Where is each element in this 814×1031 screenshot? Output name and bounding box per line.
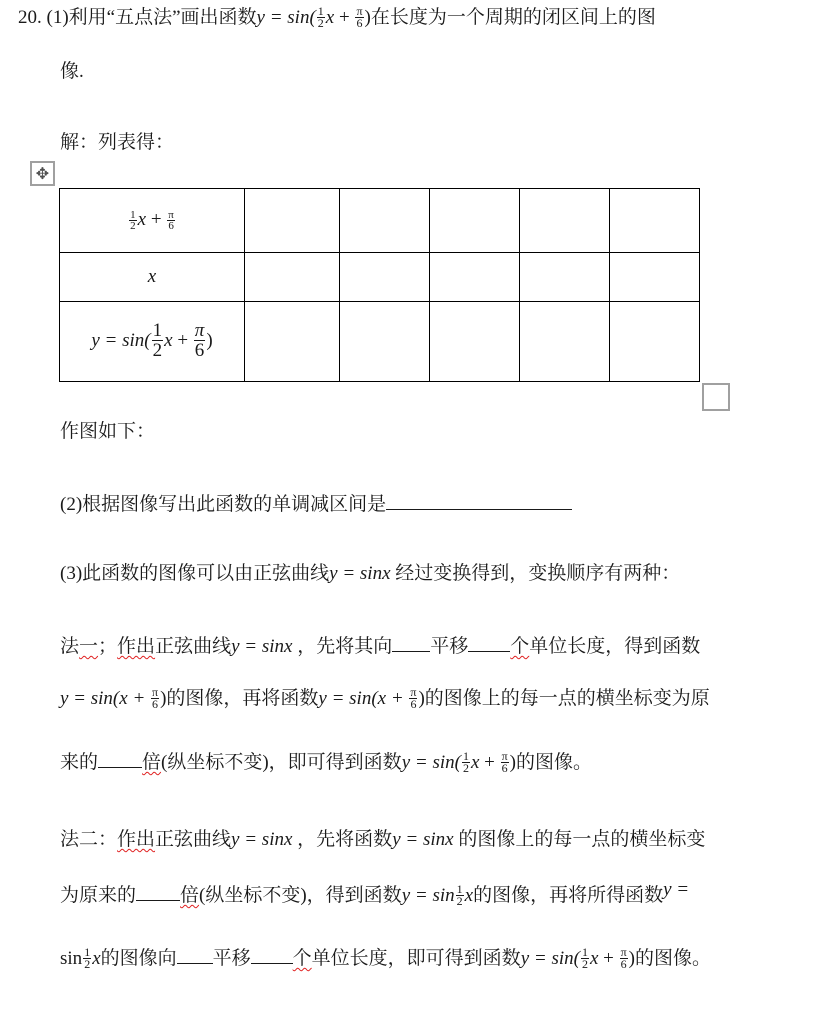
text: )的图像，再将函数 bbox=[160, 688, 319, 709]
spell-flag-bei: 倍 bbox=[142, 752, 162, 773]
method2-label: 法二： bbox=[60, 829, 118, 850]
func-sinx: y = sinx bbox=[231, 636, 293, 657]
spell-flag-bei: 倍 bbox=[180, 885, 200, 906]
spell-flag-zuochu: 作出 bbox=[117, 636, 156, 657]
func-target: y = sin( bbox=[401, 752, 461, 773]
table-row bbox=[60, 189, 700, 253]
table-cell[interactable] bbox=[610, 253, 700, 302]
question-line-2: 像. bbox=[60, 61, 84, 82]
table-cell[interactable] bbox=[610, 302, 700, 382]
plus: + bbox=[479, 752, 500, 773]
part3-line bbox=[60, 562, 680, 586]
table-row bbox=[60, 302, 700, 382]
method2-line-1 bbox=[60, 828, 705, 852]
var-x: x bbox=[137, 209, 147, 231]
method1-label-number: 一 bbox=[79, 636, 99, 657]
func-sinx: y = sinx bbox=[392, 829, 454, 850]
plus: + bbox=[172, 329, 193, 351]
answer-blank-scale[interactable] bbox=[136, 882, 180, 901]
fraction-pi-six: $\frac{\pi}{6}$ bbox=[194, 320, 205, 361]
fraction-pi-six: $\frac{\pi}{6}$ bbox=[168, 208, 174, 232]
method1-line-1 bbox=[60, 633, 700, 659]
table-cell[interactable] bbox=[520, 302, 610, 382]
method1-line-2 bbox=[60, 687, 710, 711]
question-line-1 bbox=[18, 6, 656, 30]
table-cell[interactable] bbox=[430, 302, 520, 382]
row-header-y bbox=[60, 302, 245, 382]
fraction-half: $\frac{1}{2}$ bbox=[152, 320, 163, 361]
fraction-half: $\frac{1}{2}$ bbox=[581, 945, 588, 972]
y-sin-prefix: y = sin( bbox=[91, 329, 151, 351]
text: 正弦曲线 bbox=[155, 636, 232, 657]
text: )的图像。 bbox=[509, 752, 592, 773]
question-number: 20. bbox=[18, 7, 42, 28]
func-target: y = sin( bbox=[520, 948, 580, 969]
text: (纵坐标不变)，即可得到函数 bbox=[161, 752, 402, 773]
move-icon: ✥ bbox=[35, 164, 50, 183]
text: ，先将函数 bbox=[292, 829, 393, 850]
text: 平移 bbox=[430, 636, 469, 657]
method2-line-3 bbox=[60, 945, 711, 971]
row-header-x bbox=[60, 253, 245, 302]
part1-func: y = sin( bbox=[256, 7, 316, 28]
solution-intro: 解：列表得： bbox=[60, 132, 175, 153]
table-cell[interactable] bbox=[245, 253, 340, 302]
var-x: x bbox=[164, 329, 173, 351]
part3-prefix: (3)此函数的图像可以由正弦曲线 bbox=[60, 563, 330, 584]
fraction-half: $\frac{1}{2}$ bbox=[456, 882, 463, 909]
answer-blank-units[interactable] bbox=[468, 633, 510, 652]
text: 平移 bbox=[212, 948, 251, 969]
table-cell[interactable] bbox=[430, 189, 520, 253]
func-sin-x-pi6: y = sin(x + bbox=[318, 688, 409, 709]
var-x: x bbox=[325, 7, 335, 28]
table-cell[interactable] bbox=[610, 189, 700, 253]
close-paren: ) bbox=[364, 7, 371, 28]
func-sinx: y = sinx bbox=[231, 829, 293, 850]
fraction-pi-six: $\frac{\pi}{6}$ bbox=[620, 945, 627, 972]
spell-flag-ge: 个 bbox=[510, 636, 530, 657]
var-x: x bbox=[92, 948, 101, 969]
fraction-pi-six: $\frac{\pi}{6}$ bbox=[410, 685, 417, 712]
five-point-table bbox=[59, 188, 700, 382]
part3-func: y = sinx bbox=[329, 563, 391, 584]
var-x: x bbox=[147, 266, 157, 287]
plus: + bbox=[146, 209, 167, 231]
text: 单位长度，得到函数 bbox=[529, 636, 701, 657]
method1-label: 法 bbox=[60, 636, 80, 657]
fraction-half: $\frac{1}{2}$ bbox=[130, 208, 136, 232]
table-move-handle[interactable] bbox=[30, 161, 55, 186]
sin: sin bbox=[60, 948, 83, 969]
table-cell[interactable] bbox=[340, 253, 430, 302]
table-cell[interactable] bbox=[340, 302, 430, 382]
method2-line-2 bbox=[60, 879, 690, 909]
func-tail: y = bbox=[663, 879, 690, 900]
var-x: x bbox=[464, 885, 474, 906]
table-resize-handle[interactable] bbox=[702, 383, 730, 411]
part3-suffix: 经过变换得到，变换顺序有两种： bbox=[390, 563, 681, 584]
fraction-pi-six: $\frac{\pi}{6}$ bbox=[356, 4, 363, 31]
part1-prefix: (1)利用“五点法”画出函数 bbox=[46, 7, 257, 28]
text: 为原来的 bbox=[60, 885, 137, 906]
spell-flag-zuochu: 作出 bbox=[117, 829, 156, 850]
fraction-pi-six: $\frac{\pi}{6}$ bbox=[152, 685, 159, 712]
part2-line bbox=[60, 491, 572, 517]
func-sin-half-x: y = sin bbox=[401, 885, 455, 906]
part1-suffix: 在长度为一个周期的闭区间上的图 bbox=[370, 7, 656, 28]
text: )的图像。 bbox=[628, 948, 711, 969]
plus: + bbox=[598, 948, 619, 969]
separator: ； bbox=[98, 636, 118, 657]
var-x: x bbox=[470, 752, 480, 773]
close-paren: ) bbox=[206, 329, 213, 351]
text: )的图像上的每一点的横坐标变为原 bbox=[418, 688, 710, 709]
text: 的图像，再将所得函数 bbox=[473, 885, 664, 906]
fraction-pi-six: $\frac{\pi}{6}$ bbox=[501, 749, 508, 776]
table-cell[interactable] bbox=[340, 189, 430, 253]
answer-blank-units[interactable] bbox=[251, 945, 293, 964]
table-cell[interactable] bbox=[520, 253, 610, 302]
part2-text: (2)根据图像写出此函数的单调减区间是 bbox=[60, 494, 387, 515]
answer-blank-direction[interactable] bbox=[392, 633, 430, 652]
fraction-half: $\frac{1}{2}$ bbox=[317, 4, 324, 31]
text: ，先将其向 bbox=[292, 636, 393, 657]
var-x: x bbox=[589, 948, 599, 969]
text: 来的 bbox=[60, 752, 99, 773]
text: (纵坐标不变)，得到函数 bbox=[199, 885, 402, 906]
text: 的图像上的每一点的横坐标变 bbox=[453, 829, 706, 850]
text: 正弦曲线 bbox=[155, 829, 232, 850]
answer-blank-direction[interactable] bbox=[177, 945, 213, 964]
table-cell[interactable] bbox=[245, 302, 340, 382]
table-cell[interactable] bbox=[520, 189, 610, 253]
text: 的图像向 bbox=[100, 948, 177, 969]
table-cell[interactable] bbox=[245, 189, 340, 253]
method1-line-3 bbox=[60, 749, 592, 775]
spell-flag-ge: 个 bbox=[292, 948, 312, 969]
answer-blank-scale[interactable] bbox=[98, 749, 142, 768]
table-cell[interactable] bbox=[430, 253, 520, 302]
draw-label: 作图如下： bbox=[60, 421, 156, 442]
fraction-half: $\frac{1}{2}$ bbox=[462, 749, 469, 776]
func-sin-x-pi6: y = sin(x + bbox=[60, 688, 151, 709]
table-row bbox=[60, 253, 700, 302]
plus: + bbox=[334, 7, 355, 28]
answer-blank-decreasing-interval[interactable] bbox=[386, 491, 572, 510]
fraction-half: $\frac{1}{2}$ bbox=[84, 945, 91, 972]
text: 单位长度，即可得到函数 bbox=[311, 948, 521, 969]
row-header-argument bbox=[60, 189, 245, 253]
